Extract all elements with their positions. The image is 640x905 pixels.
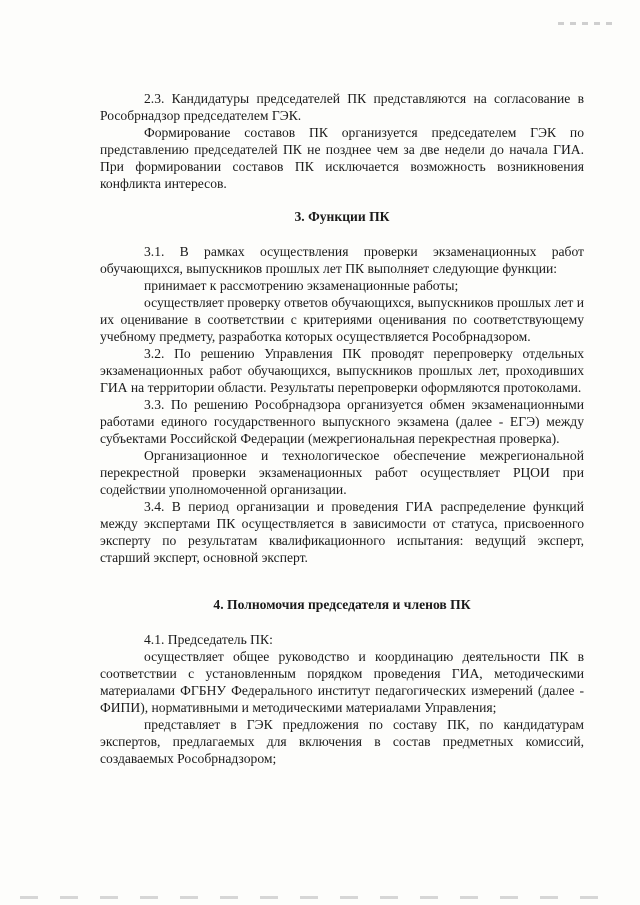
paragraph-3-3: 3.3. По решению Рособрнадзора организуется обмен экзаменационными работами единого государственного выпускного экзамена (далее - ЕГЭ) между субъектами Российской Федерации (межрегиональная перекрестная проверка). <box>100 397 584 446</box>
paragraph-4-1-item-1: осуществляет общее руководство и координацию деятельности ПК в соответствии с установленным порядком проведения ГИА, методическими материалами ФГБНУ Федерального институт педагогических измерений (далее - ФИПИ), нормативными и методическими материалами Управления; <box>100 649 584 715</box>
paragraph-3-3-support: Организационное и технологическое обеспечение межрегиональной перекрестной проверки экзаменационных работ осуществляет РЦОИ при содействии уполномоченной организации. <box>100 448 584 497</box>
paragraph-2-3: 2.3. Кандидатуры председателей ПК представляются на согласование в Рособрнадзор председателем ГЭК. <box>100 91 584 123</box>
paragraph-3-4: 3.4. В период организации и проведения ГИА распределение функций между экспертами ПК осуществляется в зависимости от статуса, присвоенного эксперту по результатам квалификационного испытания: ведущий эксперт, старший эксперт, основной эксперт. <box>100 499 584 565</box>
paragraph-3-1-item-2: осуществляет проверку ответов обучающихся, выпускников прошлых лет и их оценивание в соответствии с критериями оценивания по соответствующему учебному предмету, разработка которых осуществляется Рособрнадзором. <box>100 295 584 344</box>
section-4-heading: 4. Полномочия председателя и членов ПК <box>213 597 471 612</box>
paragraph-2-3-formation: Формирование составов ПК организуется председателем ГЭК по представлению председателей ПК не позднее чем за две недели до начала ГИА. При формировании составов ПК исключается возможность возникновения конфликта интересов. <box>100 125 584 191</box>
paragraph-3-1: 3.1. В рамках осуществления проверки экзаменационных работ обучающихся, выпускников прошлых лет ПК выполняет следующие функции: <box>100 244 584 276</box>
scan-artifact <box>558 22 618 25</box>
scan-artifact-bottom <box>20 896 620 899</box>
section-3-heading: 3. Функции ПК <box>294 209 390 224</box>
paragraph-3-2: 3.2. По решению Управления ПК проводят перепроверку отдельных экзаменационных работ обучающихся, выпускников прошлых лет, проходивших ГИА на территории области. Результаты перепроверки оформляются протоколами. <box>100 346 584 395</box>
paragraph-4-1-item-2: представляет в ГЭК предложения по составу ПК, по кандидатурам экспертов, предлагаемых для включения в состав предметных комиссий, создаваемых Рособрнадзором; <box>100 717 584 766</box>
paragraph-3-1-item-1: принимает к рассмотрению экзаменационные работы; <box>144 278 459 293</box>
paragraph-4-1: 4.1. Председатель ПК: <box>144 632 273 647</box>
document-page <box>100 90 584 767</box>
